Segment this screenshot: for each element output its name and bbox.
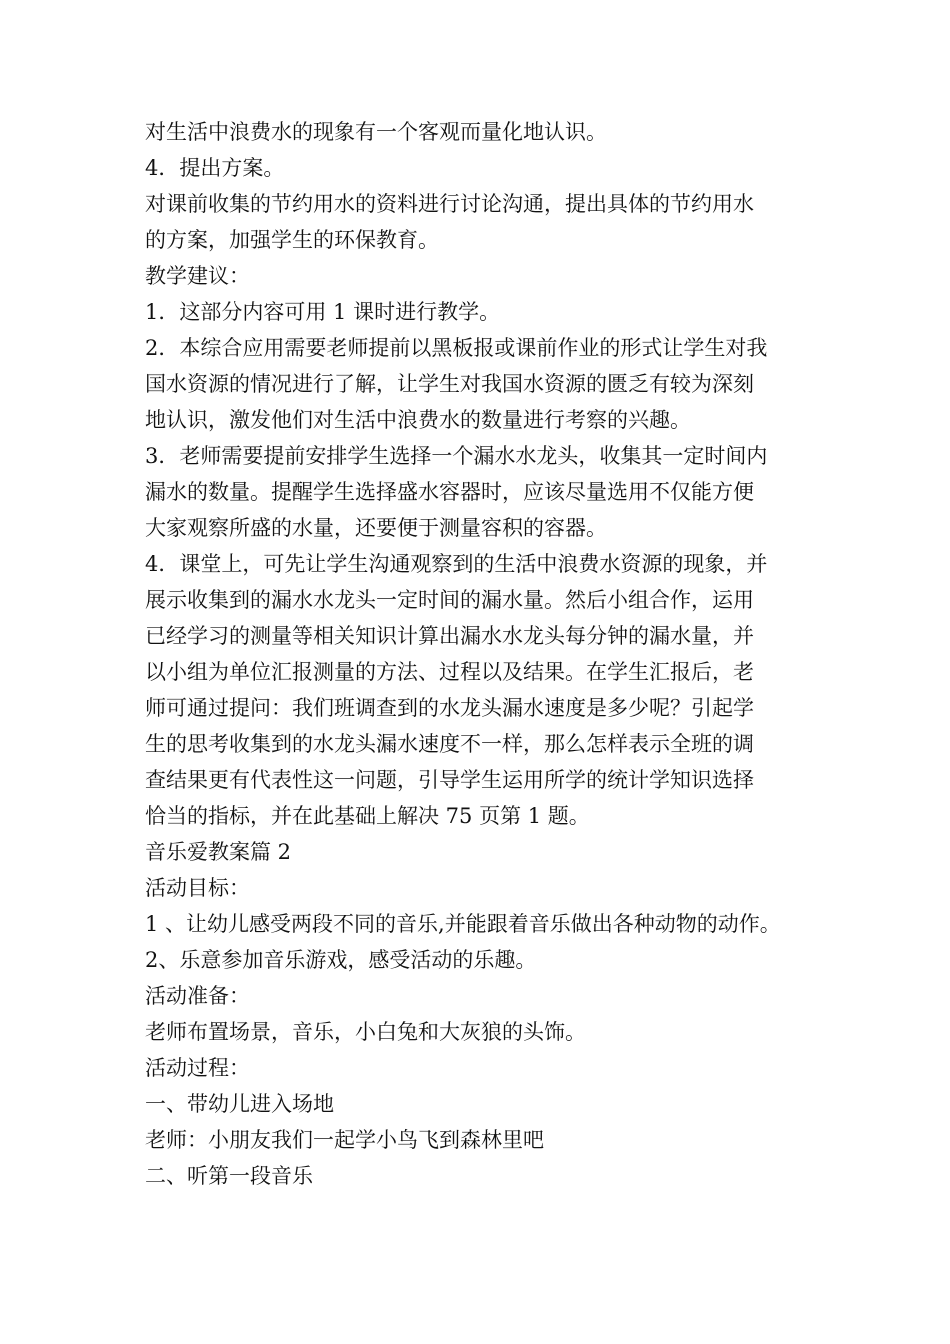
paragraph-line: 师可通过提问：我们班调查到的水龙头漏水速度是多少呢？引起学 xyxy=(145,696,754,720)
section-heading: 教学建议： xyxy=(145,264,250,288)
list-item: 2．本综合应用需要老师提前以黑板报或课前作业的形式让学生对我 xyxy=(145,336,768,360)
paragraph-line: 已经学习的测量等相关知识计算出漏水水龙头每分钟的漏水量，并 xyxy=(145,624,754,648)
paragraph-line: 地认识，激发他们对生活中浪费水的数量进行考察的兴趣。 xyxy=(145,408,691,432)
list-item: 一、带幼儿进入场地 xyxy=(145,1092,334,1116)
list-item: 3．老师需要提前安排学生选择一个漏水水龙头，收集其一定时间内 xyxy=(145,444,768,468)
list-item: 4．课堂上，可先让学生沟通观察到的生活中浪费水资源的现象，并 xyxy=(145,552,768,576)
paragraph-line: 的方案，加强学生的环保教育。 xyxy=(145,228,439,252)
paragraph-line: 漏水的数量。提醒学生选择盛水容器时，应该尽量选用不仅能方便 xyxy=(145,480,754,504)
section-heading: 活动过程： xyxy=(145,1056,250,1080)
list-item: 1．这部分内容可用 1 课时进行教学。 xyxy=(145,300,501,324)
section-title: 音乐爱教案篇 2 xyxy=(145,840,292,864)
paragraph-line: 老师布置场景，音乐，小白兔和大灰狼的头饰。 xyxy=(145,1020,586,1044)
paragraph-line: 以小组为单位汇报测量的方法、过程以及结果。在学生汇报后，老 xyxy=(145,660,754,684)
paragraph-line: 查结果更有代表性这一问题，引导学生运用所学的统计学知识选择 xyxy=(145,768,754,792)
paragraph-line: 国水资源的情况进行了解，让学生对我国水资源的匮乏有较为深刻 xyxy=(145,372,754,396)
section-heading: 4．提出方案。 xyxy=(145,156,285,180)
paragraph-line: 老师：小朋友我们一起学小鸟飞到森林里吧 xyxy=(145,1128,544,1152)
paragraph-line: 大家观察所盛的水量，还要便于测量容积的容器。 xyxy=(145,516,607,540)
list-item: 二、听第一段音乐 xyxy=(145,1164,313,1188)
paragraph-line: 对生活中浪费水的现象有一个客观而量化地认识。 xyxy=(145,120,607,144)
section-heading: 活动准备： xyxy=(145,984,250,1008)
paragraph-line: 恰当的指标，并在此基础上解决 75 页第 1 题。 xyxy=(145,804,590,828)
paragraph-line: 生的思考收集到的水龙头漏水速度不一样，那么怎样表示全班的调 xyxy=(145,732,754,756)
document-body xyxy=(145,114,835,1194)
list-item: 2、乐意参加音乐游戏，感受活动的乐趣。 xyxy=(145,948,537,972)
list-item: 1 、让幼儿感受两段不同的音乐,并能跟着音乐做出各种动物的动作。 xyxy=(145,912,781,936)
paragraph-line: 对课前收集的节约用水的资料进行讨论沟通，提出具体的节约用水 xyxy=(145,192,754,216)
paragraph-line: 展示收集到的漏水水龙头一定时间的漏水量。然后小组合作，运用 xyxy=(145,588,754,612)
section-heading: 活动目标： xyxy=(145,876,250,900)
